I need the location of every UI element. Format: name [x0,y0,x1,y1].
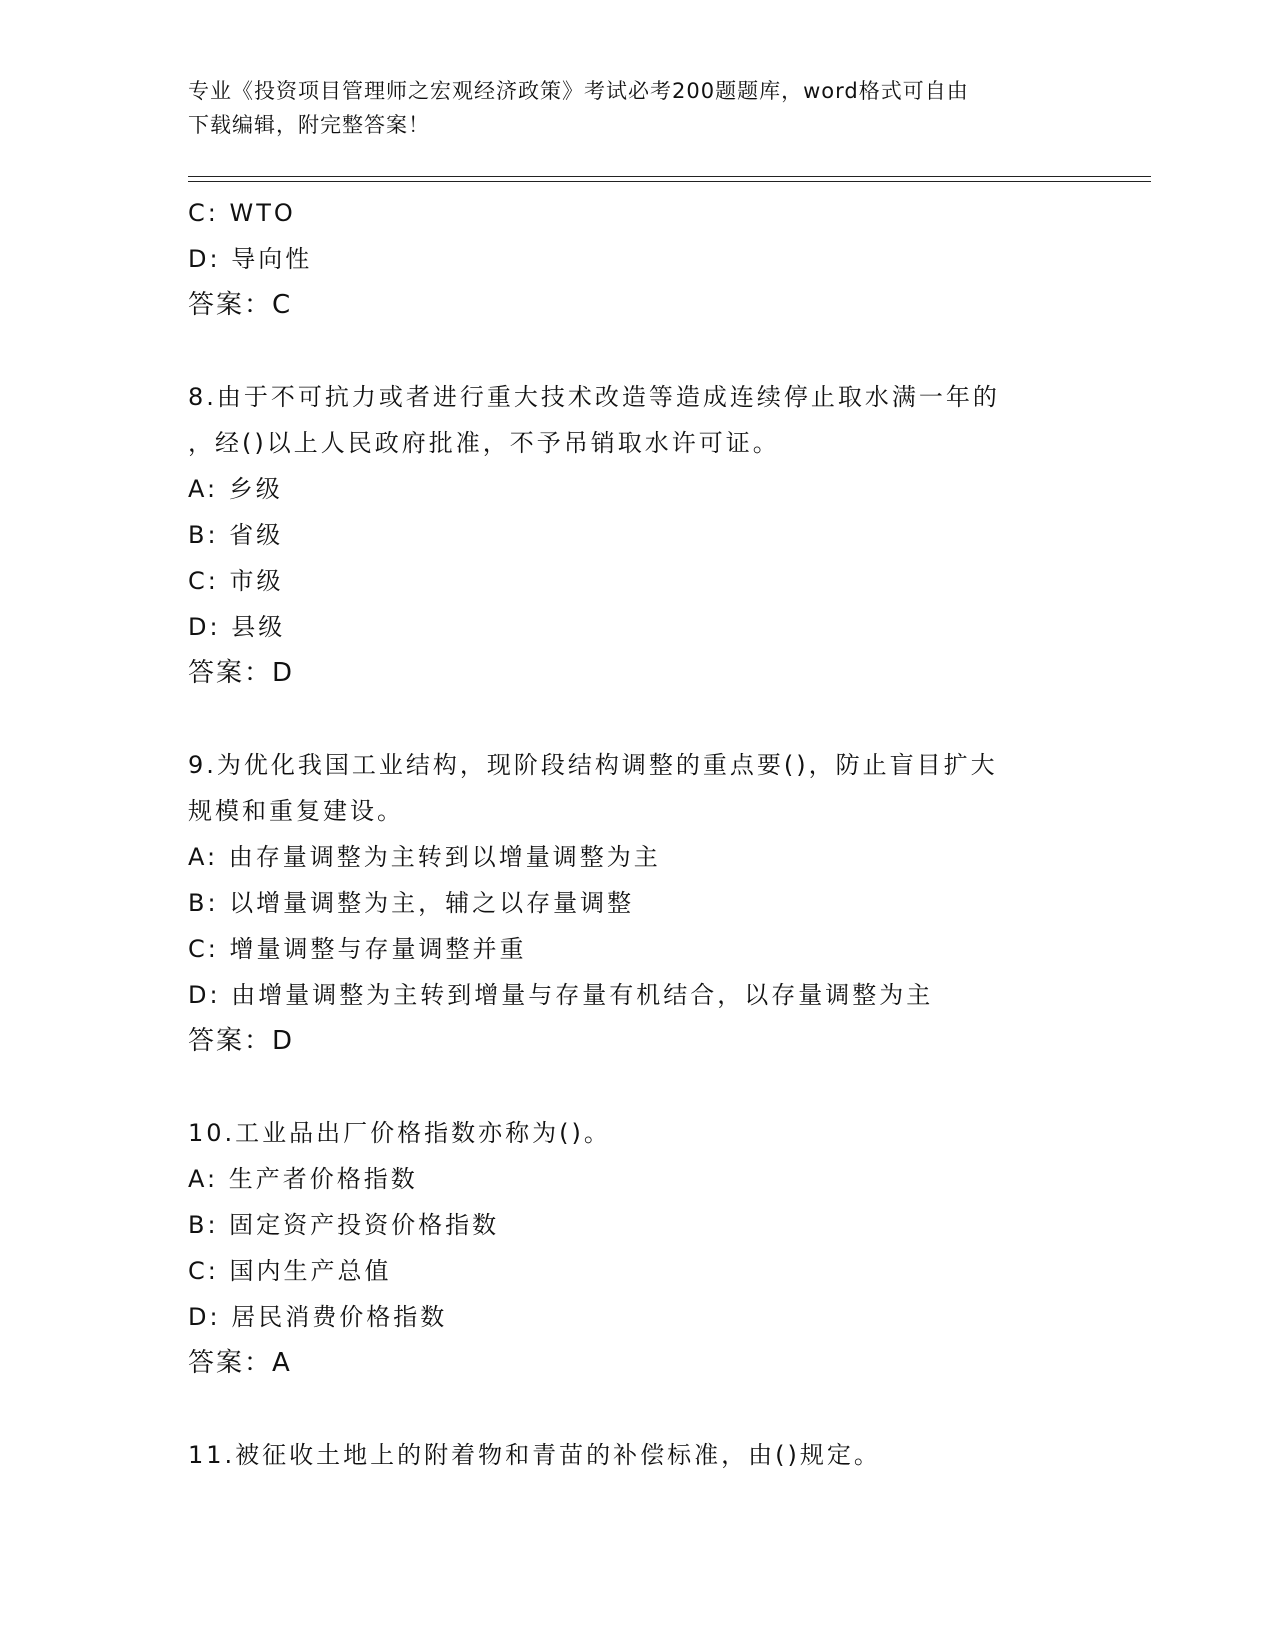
header-line-1: 专业《投资项目管理师之宏观经济政策》考试必考200题题库，word格式可自由 [188,79,969,103]
question-8 [188,374,1088,696]
question-stem-line-1: 8.由于不可抗力或者进行重大技术改造等造成连续停止取水满一年的 [188,383,1000,411]
option-d: D: 导向性 [188,245,313,273]
option-b: B: 省级 [188,521,284,549]
option-a: A: 生产者价格指数 [188,1165,418,1193]
option-c: C: 国内生产总值 [188,1257,392,1285]
answer: 答案：C [188,290,293,320]
answer: 答案：D [188,658,295,688]
question-9 [188,742,1088,1064]
question-stem-line-1: 9.为优化我国工业结构，现阶段结构调整的重点要()，防止盲目扩大 [188,751,998,779]
option-c: C: 增量调整与存量调整并重 [188,935,527,963]
spacer [188,696,1088,742]
header-rule-top [188,176,1151,177]
question-stem-line-2: ，经()以上人民政府批准，不予吊销取水许可证。 [188,429,780,457]
question-stem-line-1: 11.被征收土地上的附着物和青苗的补偿标准，由()规定。 [188,1441,881,1469]
question-stem-line-1: 10.工业品出厂价格指数亦称为()。 [188,1119,611,1147]
option-d: D: 县级 [188,613,286,641]
header-line-2: 下载编辑，附完整答案！ [188,113,430,137]
question-11 [188,1432,1088,1478]
option-a: A: 乡级 [188,475,283,503]
answer: 答案：A [188,1348,292,1378]
spacer [188,1386,1088,1432]
answer: 答案：D [188,1026,295,1056]
document-header [188,74,1088,142]
header-rule-bottom [188,181,1151,182]
question-7 [188,190,1088,328]
option-b: B: 固定资产投资价格指数 [188,1211,500,1239]
question-10 [188,1110,1088,1386]
spacer [188,1064,1088,1110]
option-d: D: 居民消费价格指数 [188,1303,448,1331]
option-c: C: 市级 [188,567,284,595]
option-c: C: WTO [188,199,296,227]
question-stem-line-2: 规模和重复建设。 [188,797,404,825]
option-d: D: 由增量调整为主转到增量与存量有机结合，以存量调整为主 [188,981,934,1009]
option-b: B: 以增量调整为主，辅之以存量调整 [188,889,635,917]
spacer [188,328,1088,374]
question-list [188,190,1088,1478]
option-a: A: 由存量调整为主转到以增量调整为主 [188,843,661,871]
